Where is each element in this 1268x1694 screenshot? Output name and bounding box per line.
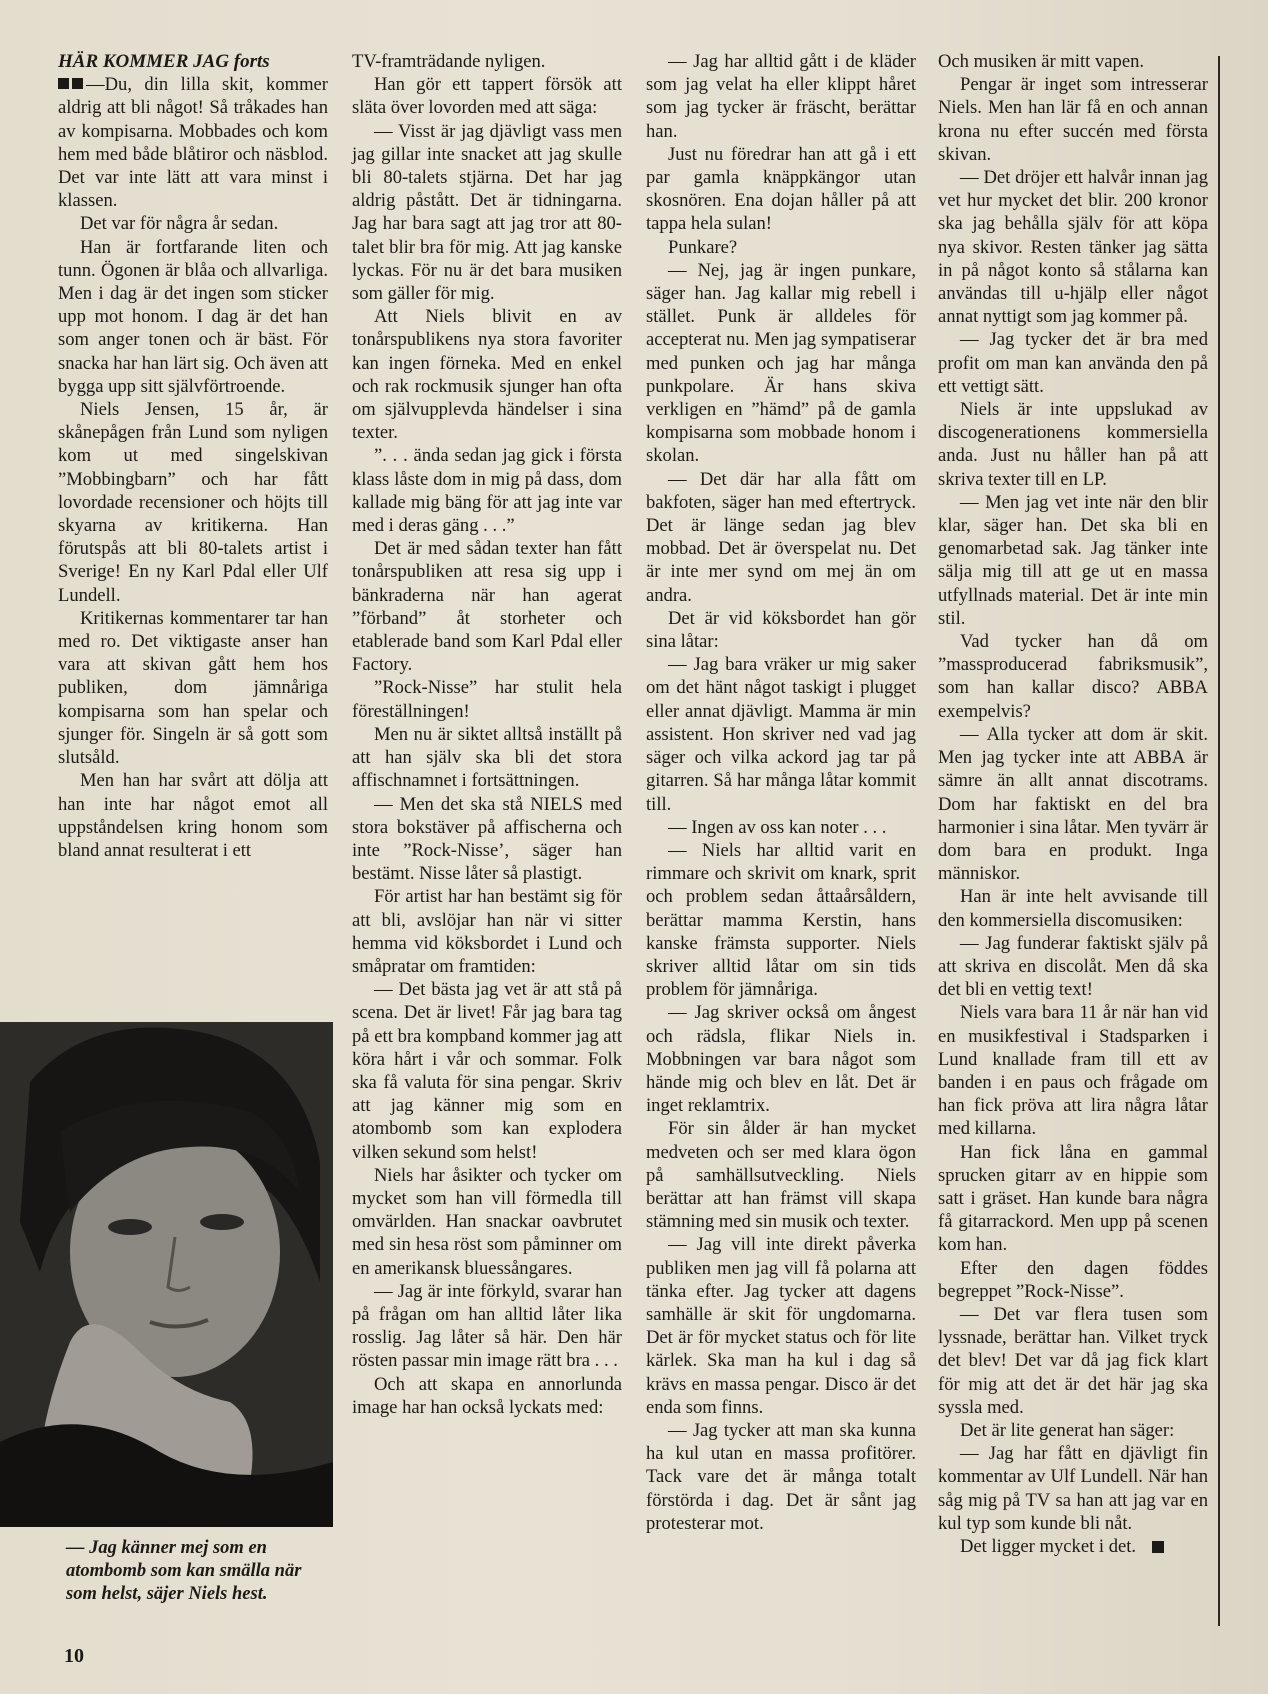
lead-paragraph — [58, 73, 328, 212]
paragraph: Han är inte helt avvisande till den kommersiella discomusiken: — [938, 886, 1208, 931]
paragraph: Men han har svårt att dölja att han inte har något emot all uppståndelsen kring honom som bland annat resulterat i ett — [58, 770, 328, 861]
paragraph: Vad tycker han då om ”massproducerad fabriksmusik”, som han kallar disco? ABBA exempelvis? — [938, 631, 1208, 722]
paragraph: För sin ålder är han mycket medveten och ser med klara ögon på samhällsutveckling. Niels berättar att han främst vill skapa stämning med sin musik och texter. — [646, 1118, 916, 1233]
paragraph: Niels vara bara 11 år när han vid en musikfestival i Stadsparken i Lund knallade fram till ett av banden i en paus och frågade om han fick pröva att lira några låtar med killarna. — [938, 1002, 1208, 1140]
page-number: 10 — [64, 1645, 84, 1667]
paragraph: — Jag vill inte direkt påverka publiken men jag vill få polarna att tänka efter. Jag tycker att dagens samhälle är skit för ungdomarna. Det är för mycket status och för lite kärlek. Ska man ha kul i dag så krävs en massa pengar. Disco är det enda som finns. — [646, 1234, 916, 1418]
article-column-3 — [646, 50, 916, 1535]
photo-caption: — Jag känner mej som en atombomb som kan smälla när som helst, säjer Niels hest. — [66, 1538, 302, 1604]
paragraph: — Jag tycker det är bra med profit om man kan använda den på ett vettigt sätt. — [938, 329, 1208, 397]
paragraph: — Det var flera tusen som lyssnade, berättar han. Vilket tryck det blev! Det var då jag fick klart för mig att det är det här jag ska syssla med. — [938, 1303, 1208, 1418]
paragraph: — Det dröjer ett halvår innan jag vet hur mycket det blir. 200 kronor ska jag behålla själv för att köpa nya skivor. Resten tänker jag sätta in på något konto så stålarna kan användas till u-hjälp eller något annat nyttigt som jag kommer på. — [938, 167, 1208, 328]
article-column-4 — [938, 50, 1208, 1558]
paragraph: Och att skapa en annorlunda image har han också lyckats med: — [352, 1373, 622, 1418]
lead-text: —Du, din lilla skit, kommer aldrig att bli något! Så tråkades han av kompisarna. Mobbades och kom hem med både blåtiror och näsblod. Det var inte lätt att vara minst i klassen. — [58, 74, 328, 212]
paragraph: Han är fortfarande liten och tunn. Ögonen är blåa och allvarliga. Men i dag är det ingen som sticker upp mot honom. I dag är det han som anger tonen och är bäst. För snacka har han lärt sig. Och även att bygga upp sitt självförtroende. — [58, 236, 328, 397]
paragraph: Efter den dagen föddes begreppet ”Rock-Nisse”. — [938, 1257, 1208, 1302]
portrait-illustration — [0, 1022, 333, 1527]
column-rule — [1218, 56, 1220, 1626]
paragraph: Det är vid köksbordet han gör sina låtar: — [646, 607, 916, 653]
paragraph: — Men det ska stå NIELS med stora bokstäver på affischerna och inte ”Rock-Nisse’, säger han bestämt. Nisse låter så plastigt. — [352, 793, 622, 885]
paragraph: Punkare? — [668, 236, 738, 258]
article-column-2 — [352, 50, 622, 1419]
paragraph: Det är lite generat han säger: — [960, 1419, 1175, 1441]
paragraph: Och musiken är mitt vapen. — [938, 51, 1145, 72]
paragraph: Niels är inte uppslukad av discogenerationens kommersiella anda. Just nu håller han på att skriva texter till en LP. — [938, 399, 1208, 490]
paragraph: — Jag bara vräker ur mig saker om det hänt något taskigt i plugget eller annat djävligt. Mamma är min assistent. Hon skriver ned vad jag säger och vilka ackord jag tar på gitarren. Så har många låtar kommit till. — [646, 654, 916, 815]
paragraph: Han fick låna en gammal sprucken gitarr av en hippie som satt i gräset. Han kunde bara några få gitarrackord. Men upp på scenen kom han. — [938, 1141, 1208, 1256]
paragraph: Han gör ett tappert försök att släta över lovorden med att säga: — [352, 74, 622, 119]
article-column-1 — [58, 50, 328, 862]
paragraph: — Det bästa jag vet är att stå på scena. Det är livet! Får jag bara tag på ett bra kompband kommer jag att köra hårt i vår och sommar. Folk ska få valuta för sina pengar. Skriv att jag känner mig som en atombomb som kan explodera vilken sekund som helst! — [352, 979, 622, 1163]
paragraph: ”Rock-Nisse” har stulit hela föreställningen! — [352, 677, 622, 722]
lyric-quote: ”. . . ända sedan jag gick i första klass låste dom in mig på dass, dom kallade mig bäng för att jag inte var med i deras gäng . . .” — [352, 445, 622, 537]
portrait-photo — [0, 1022, 333, 1527]
paragraph: — Jag är inte förkyld, svarar han på frågan om han alltid låter lika rosslig. Jag låter så här. Den här rösten passar min image rätt bra . . . — [352, 1280, 622, 1372]
end-of-article-mark — [1152, 1541, 1164, 1553]
paragraph: — Jag har fått en djävligt fin kommentar av Ulf Lundell. När han såg mig på TV sa han att jag var en kul typ som kunde bli nåt. — [938, 1443, 1208, 1534]
paragraph: — Alla tycker att dom är skit. Men jag tycker inte att ABBA är sämre än allt annat discotrams. Dom har faktiskt en del bra harmonier i sina låtar. Men tyvärr är dom bara en produkt. Inga människor. — [938, 723, 1208, 885]
paragraph: Men nu är siktet alltså inställt på att han själv ska bli det stora affischnamnet i fortsättningen. — [352, 723, 622, 792]
lead-square-mark — [72, 78, 83, 89]
continuation-kicker: HÄR KOMMER JAG forts — [58, 51, 270, 72]
lead-square-mark — [58, 78, 69, 89]
closing-paragraph — [938, 1535, 1208, 1558]
paragraph: Det är med sådan texter han fått tonårspubliken att resa sig upp i bänkraderna när han agerat ”förband” åt storheter och etablerade band som Karl Pdal eller Factory. — [352, 538, 622, 676]
paragraph: TV-framträdande nyligen. — [352, 51, 546, 72]
paragraph: — Jag funderar faktiskt själv på att skriva en discolåt. Men då ska det bli en vettig text! — [938, 932, 1208, 1001]
paragraph: För artist har han bestämt sig för att bli, avslöjar han när vi sitter hemma vid köksbordet i Lund och småpratar om framtiden: — [352, 886, 622, 977]
paragraph: — Jag skriver också om ångest och rädsla, flikar Niels in. Mobbningen var bara något som hände mig och blev en låt. Det är inget reklamtrix. — [646, 1002, 916, 1117]
paragraph: — Ingen av oss kan noter . . . — [668, 816, 887, 838]
paragraph: Niels Jensen, 15 år, är skånepågen från Lund som nyligen kom ut med singelskivan ”Mobbingbarn” och har fått lovordade recensioner och höjts till skyarna av kritikerna. Han förutspås att bli 80-talets artist i Sverige! En ny Karl Pdal eller Ulf Lundell. — [58, 399, 328, 606]
paragraph: — Det där har alla fått om bakfoten, säger han med eftertryck. Det är länge sedan jag blev mobbad. Det är överspelat nu. Det är inte mer synd om mej än om andra. — [646, 468, 916, 606]
paragraph: Niels har åsikter och tycker om mycket som han vill förmedla till omvärlden. Han snackar oavbrutet med sin hesa röst som påminner om en amerikansk bluessångares. — [352, 1164, 622, 1279]
paragraph: — Nej, jag är ingen punkare, säger han. Jag kallar mig rebell i stället. Punk är alldeles för accepterat nu. Men jag sympatiserar med punken och jag har många punkpolare. Är hans skiva verkligen en ”hämd” på de gamla kompisarna som mobbade honom i skolan. — [646, 259, 916, 467]
paragraph: — Jag tycker att man ska kunna ha kul utan en massa profitörer. Tack vare det är många totalt förstörda i dag. Det är sånt jag protesterar mot. — [646, 1419, 916, 1534]
paragraph: Pengar är inget som intresserar Niels. Men han lär få en och annan krona nu efter succén med första skivan. — [938, 74, 1208, 165]
paragraph: Det var för några år sedan. — [80, 213, 279, 235]
paragraph: — Visst är jag djävligt vass men jag gillar inte snacket att jag skulle bli 80-talets stjärna. Det har jag aldrig påstått. Det är tidningarna. Jag har bara sagt att jag tror att 80-talet blir bra för mig. Att jag kanske lyckas. För nu är det bara musiken som gäller för mig. — [352, 120, 622, 305]
paragraph: — Men jag vet inte när den blir klar, säger han. Det ska bli en genomarbetad sak. Jag tänker inte sälja mig till att ge ut en massa utfyllnads material. Det är inte min stil. — [938, 491, 1208, 629]
paragraph: Kritikernas kommentarer tar han med ro. Det viktigaste anser han vara att skivan gått hem hos publiken, dom jämnåriga kompisarna som han spelar och sjunger för. Singeln är så gott som slutsåld. — [58, 607, 328, 769]
paragraph: — Jag har alltid gått i de kläder som jag velat ha eller klippt håret som jag tycker är fräscht, berättar han. — [646, 51, 916, 142]
closing-text: Det ligger mycket i det. — [960, 1536, 1137, 1557]
paragraph: — Niels har alltid varit en rimmare och skrivit om knark, sprit och problem sedan åttaårsåldern, berättar mamma Kerstin, hans kanske främsta supporter. Niels skriver alltid låtar om sin tids problem för jämnåriga. — [646, 839, 916, 1001]
paragraph: Just nu föredrar han att gå i ett par gamla knäppkängor utan skosnören. Ena dojan håller på att tappa hela sulan! — [646, 143, 916, 235]
paragraph: Att Niels blivit en av tonårspublikens nya stora favoriter kan ingen förneka. Med en enkel och rak rockmusik sjunger han ofta om självupplevda händelser i sina texter. — [352, 306, 622, 444]
